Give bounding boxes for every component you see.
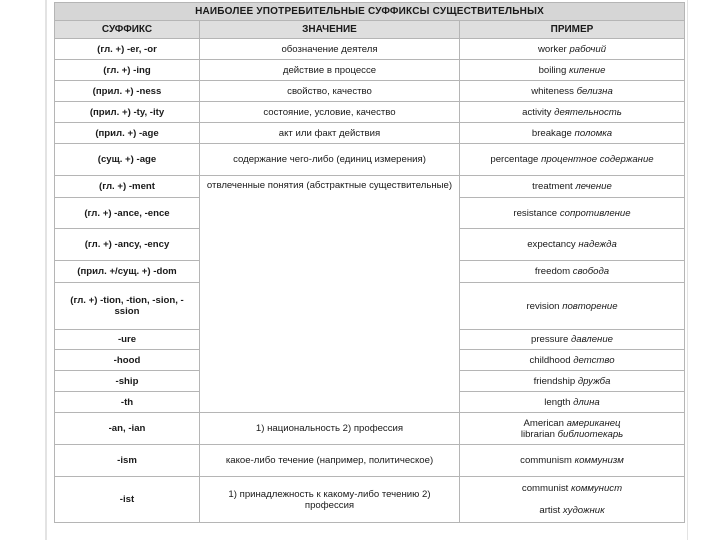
suffix-table [54, 2, 685, 523]
example-translation: кипение [569, 64, 606, 76]
example-translation: рабочий [569, 43, 607, 55]
suffix-cell: (прил. +) -ty, -ity [55, 102, 200, 123]
example-cell [460, 283, 685, 330]
table-row [55, 81, 685, 102]
example-translation: детство [573, 354, 615, 366]
table-row [55, 445, 685, 477]
example-word: communism [520, 455, 572, 466]
example-cell [460, 102, 685, 123]
example-translation: белизна [576, 85, 613, 97]
example-cell [460, 198, 685, 229]
example-word: boiling [538, 64, 567, 76]
example-cell [460, 39, 685, 60]
meaning-cell: 1) принадлежность к какому-либо течению 2) профессия [200, 477, 460, 523]
example-translation: надежда [578, 239, 617, 250]
example-word: childhood [529, 354, 571, 366]
meaning-cell: какое-либо течение (например, политическое) [200, 445, 460, 477]
table-row [55, 477, 685, 523]
left-margin-rule [45, 0, 47, 540]
suffix-cell: (гл. +) -ancy, -ency [55, 229, 200, 261]
example-translation: сопротивление [559, 207, 631, 219]
right-margin-rule [687, 0, 688, 540]
example-word: pressure [530, 334, 569, 345]
meaning-cell-merged: отвлеченные понятия (абстрактные существительные) [200, 176, 460, 413]
table-row [55, 144, 685, 176]
example-cell [460, 60, 685, 81]
table-title: НАИБОЛЕЕ УПОТРЕБИТЕЛЬНЫЕ СУФФИКСЫ СУЩЕСТВИТЕЛЬНЫХ [55, 3, 685, 21]
example-word: treatment [532, 181, 573, 192]
example-word: revision [526, 300, 560, 312]
table-row [55, 102, 685, 123]
example-cell [460, 371, 685, 392]
example-cell [460, 81, 685, 102]
meaning-cell: свойство, качество [200, 81, 460, 102]
example-translation: коммунизм [574, 455, 624, 466]
example-translation: коммунист [570, 483, 623, 494]
meaning-cell: состояние, условие, качество [200, 102, 460, 123]
example-cell [460, 477, 685, 523]
suffix-cell: -ist [55, 477, 200, 523]
suffix-cell: -ship [55, 371, 200, 392]
example-word: friendship [533, 375, 576, 387]
example-cell [460, 330, 685, 350]
example-cell [460, 123, 685, 144]
example-cell [460, 176, 685, 198]
example-word: expectancy [527, 239, 576, 250]
example-word: worker [537, 43, 567, 55]
example-word: breakage [531, 127, 572, 139]
example-translation: дружба [577, 375, 611, 387]
example-cell [460, 350, 685, 371]
suffix-cell: (прил. +) -ness [55, 81, 200, 102]
table-row [55, 39, 685, 60]
example-word: artist [539, 505, 561, 516]
example-cell [460, 445, 685, 477]
header-row [55, 21, 685, 39]
example-translation: деятельность [554, 106, 622, 118]
example-translation: американец [566, 417, 621, 429]
suffix-cell: (гл. +) -ment [55, 176, 200, 198]
suffix-cell: (гл. +) -ance, -ence [55, 198, 200, 229]
table-row [55, 123, 685, 144]
example-translation: библиотекарь [557, 428, 624, 440]
example-translation: процентное содержание [541, 154, 654, 165]
example-translation: давление [570, 334, 614, 345]
suffix-cell: -th [55, 392, 200, 413]
example-word: length [544, 396, 571, 408]
header-example: ПРИМЕР [460, 21, 685, 39]
example-word: whiteness [531, 85, 574, 97]
suffix-cell: (сущ. +) -age [55, 144, 200, 176]
table-row [55, 413, 685, 445]
example-cell [460, 392, 685, 413]
example-translation: повторение [562, 300, 618, 312]
example-translation: длина [573, 396, 600, 408]
example-cell [460, 413, 685, 445]
table-row [55, 176, 685, 198]
meaning-cell: содержание чего-либо (единиц измерения) [200, 144, 460, 176]
meaning-cell: обозначение деятеля [200, 39, 460, 60]
example-word: librarian [520, 428, 555, 440]
suffix-cell: (прил. +/сущ. +) -dom [55, 261, 200, 283]
suffix-cell: -ure [55, 330, 200, 350]
example-cell [460, 229, 685, 261]
suffix-cell: -hood [55, 350, 200, 371]
example-translation: поломка [574, 127, 613, 139]
meaning-cell: акт или факт действия [200, 123, 460, 144]
example-word: American [523, 417, 564, 429]
example-translation: лечение [575, 181, 612, 192]
title-row [55, 3, 685, 21]
example-cell [460, 261, 685, 283]
meaning-cell: 1) национальность 2) профессия [200, 413, 460, 445]
example-word: communist [521, 483, 569, 494]
suffix-cell: (гл. +) -tion, -tion, -sion, -ssion [55, 283, 200, 330]
suffix-cell: (прил. +) -age [55, 123, 200, 144]
example-cell [460, 144, 685, 176]
example-translation: свобода [572, 266, 610, 277]
example-translation: художник [562, 505, 605, 516]
example-word: activity [522, 106, 552, 118]
suffix-table-sheet [54, 2, 684, 523]
meaning-cell: действие в процессе [200, 60, 460, 81]
suffix-cell: -ism [55, 445, 200, 477]
header-suffix: СУФФИКС [55, 21, 200, 39]
example-word: percentage [490, 154, 539, 165]
suffix-cell: -an, -ian [55, 413, 200, 445]
suffix-cell: (гл. +) -er, -or [55, 39, 200, 60]
header-meaning: ЗНАЧЕНИЕ [200, 21, 460, 39]
example-word: freedom [534, 266, 571, 277]
example-word: resistance [513, 207, 558, 219]
table-row [55, 60, 685, 81]
suffix-cell: (гл. +) -ing [55, 60, 200, 81]
